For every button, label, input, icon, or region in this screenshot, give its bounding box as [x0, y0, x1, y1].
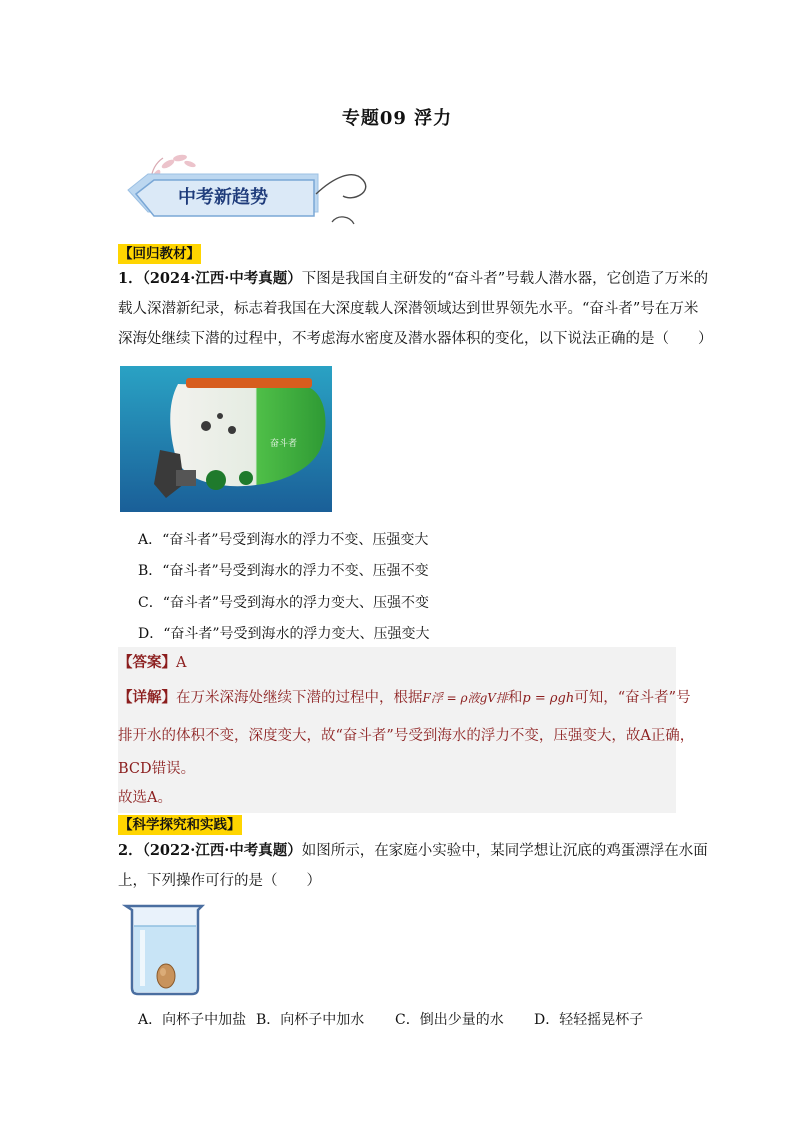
conclusion: 故选A。 [118, 790, 172, 806]
banner-text: 中考新趋势 [178, 187, 268, 208]
question-source: （2024·江西·中考真题） [142, 270, 302, 287]
formula-pressure: p = ρgh [522, 691, 575, 706]
question-2-line-1 [118, 836, 708, 866]
question-source: （2022·江西·中考真题） [142, 842, 302, 859]
option-d[interactable]: D．“奋斗者”号受到海水的浮力变大、压强变大 [138, 626, 430, 642]
option-c[interactable]: C．“奋斗者”号受到海水的浮力变大、压强不变 [138, 595, 430, 611]
section-tag-science: 【科学探究和实践】 [119, 817, 241, 833]
question-2-line-2: 上，下列操作可行的是（ ） [118, 873, 321, 889]
formula-buoyancy: F浮 = ρ液gV排 [422, 691, 508, 705]
option-b[interactable]: B．“奋斗者”号受到海水的浮力不变、压强不变 [138, 563, 429, 579]
question-number: 2． [118, 842, 143, 859]
option-a[interactable]: A．“奋斗者”号受到海水的浮力不变、压强变大 [138, 532, 429, 548]
detail-text: 在万米深海处继续下潜的过程中，根据 [176, 690, 423, 706]
option-d[interactable]: D．轻轻摇晃杯子 [534, 1012, 644, 1028]
option-a[interactable]: A．向杯子中加盐 [138, 1012, 247, 1028]
question-number: 1． [118, 270, 143, 287]
beaker-egg-image [122, 902, 208, 996]
question-text: 下图是我国自主研发的“奋斗者”号载人潜水器，它创造了万米的 [301, 271, 709, 287]
detail-line-1 [118, 683, 691, 714]
section-tag-review: 【回归教材】 [119, 246, 200, 262]
answer-line [118, 648, 186, 678]
option-c[interactable]: C．倒出少量的水 [395, 1012, 504, 1028]
question-1-line-2: 载人深潜新纪录，标志着我国在大深度载人深潜领域达到世界领先水平。“奋斗者”号在万米 [118, 301, 699, 317]
detail-text: 可知，“奋斗者”号 [574, 690, 691, 706]
option-b[interactable]: B．向杯子中加水 [256, 1012, 365, 1028]
submarine-label: 奋斗者 [270, 439, 298, 449]
answer-value: A [176, 655, 187, 671]
detail-connector: 和 [507, 690, 523, 706]
answer-tag: 【答案】 [118, 654, 176, 671]
submarine-image [120, 366, 332, 512]
page-title: 专题09 浮力 [341, 108, 453, 129]
question-1-line-3: 深海处继续下潜的过程中，不考虑海水密度及潜水器体积的变化，以下说法正确的是（ ） [118, 331, 713, 347]
detail-line-2: 排开水的体积不变，深度变大，故“奋斗者”号受到海水的浮力不变，压强变大，故A正确， [118, 728, 695, 744]
detail-tag: 【详解】 [118, 689, 176, 706]
question-1-line-1 [118, 264, 709, 294]
detail-line-3: BCD错误。 [118, 761, 196, 777]
question-text: 如图所示，在家庭小实验中，某同学想让沉底的鸡蛋漂浮在水面 [301, 843, 708, 859]
